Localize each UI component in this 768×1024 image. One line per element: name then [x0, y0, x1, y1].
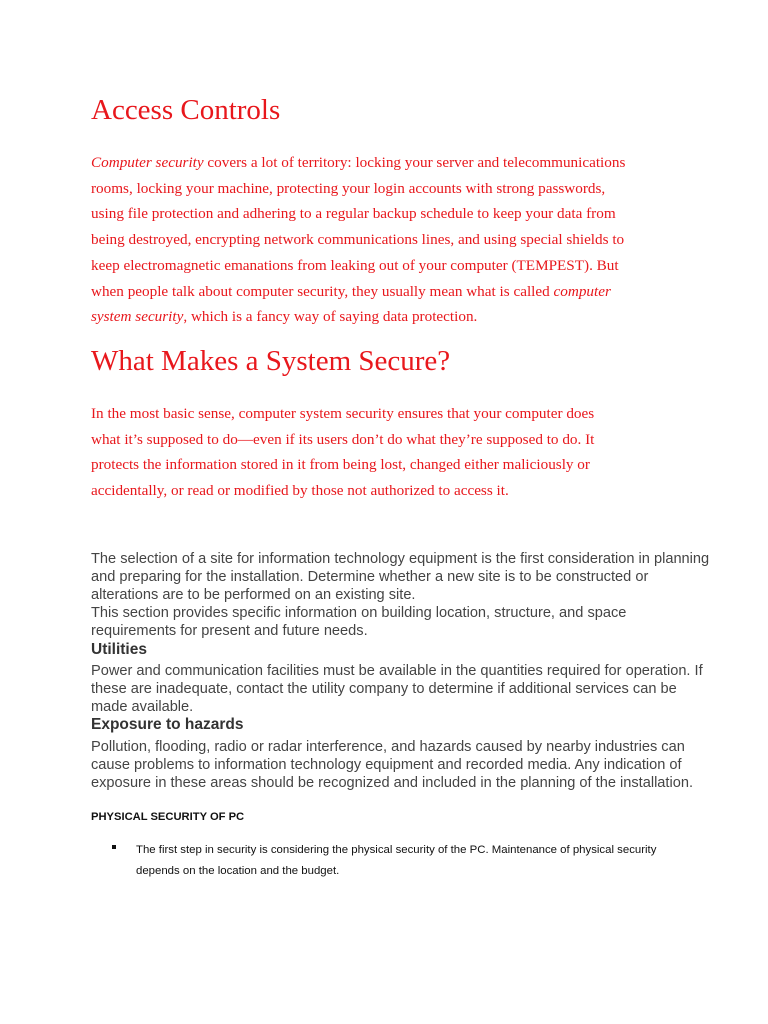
italic-term: system security [91, 308, 184, 326]
heading-physical-security: PHYSICAL SECURITY OF PC [91, 811, 245, 823]
para-line: using file protection and adhering to a regular backup schedule to keep your data from [91, 205, 616, 223]
access-controls-paragraph [91, 150, 691, 330]
para-line: accidentally, or read or modified by those not authorized to access it. [91, 482, 509, 500]
hazards-paragraph: Pollution, flooding, radio or radar interference, and hazards caused by nearby industries can cause problems to information technology equipment and recorded media. Any indication of exposure in these areas should be recognized and included in the planning of the installation. [91, 739, 694, 791]
italic-term: Computer security [91, 154, 204, 171]
para-line: what it’s supposed to do—even if its users don’t do what they’re supposed to do. It [91, 430, 595, 448]
para-line: keep electromagnetic emanations from leaking out of your computer (TEMPEST). But [91, 256, 619, 274]
line-text: covers a lot of territory: locking your server and telecommunications [203, 154, 626, 171]
system-secure-paragraph [91, 401, 691, 504]
italic-term: computer [553, 282, 611, 300]
line-text: when people talk about computer security, they usually mean what is called [91, 282, 554, 300]
square-bullet-icon [112, 845, 116, 849]
utilities-paragraph: Power and communication facilities must be available in the quantities required for operation. If these are inadequate, contact the utility company to determine if additional services can be made available. [91, 663, 703, 715]
para-line [91, 279, 691, 305]
heading-utilities: Utilities [91, 641, 147, 658]
para-line: In the most basic sense, computer system security ensures that your computer does [91, 405, 595, 422]
heading-system-secure: What Makes a System Secure? [91, 345, 451, 377]
para-line [91, 150, 691, 176]
line-text: , which is a fancy way of saying data protection. [183, 308, 478, 326]
site-selection-paragraph: The selection of a site for information technology equipment is the first consideration in planning and preparing for the installation. Determine whether a new site is to be constructed or alterations are to be performed on an existing site. [91, 551, 710, 603]
para-line [91, 304, 691, 330]
heading-access-controls: Access Controls [91, 94, 281, 126]
list-item: The first step in security is considering the physical security of the PC. Maintenance of physical security depends on the location and the budget. [136, 844, 657, 877]
para-line: rooms, locking your machine, protecting your login accounts with strong passwords, [91, 179, 606, 197]
heading-exposure-hazards: Exposure to hazards [91, 716, 244, 733]
site-requirements-paragraph: This section provides specific information on building location, structure, and space requirements for present and future needs. [91, 605, 627, 639]
para-line: protects the information stored in it from being lost, changed either maliciously or [91, 456, 590, 474]
para-line: being destroyed, encrypting network communications lines, and using special shields to [91, 231, 625, 249]
